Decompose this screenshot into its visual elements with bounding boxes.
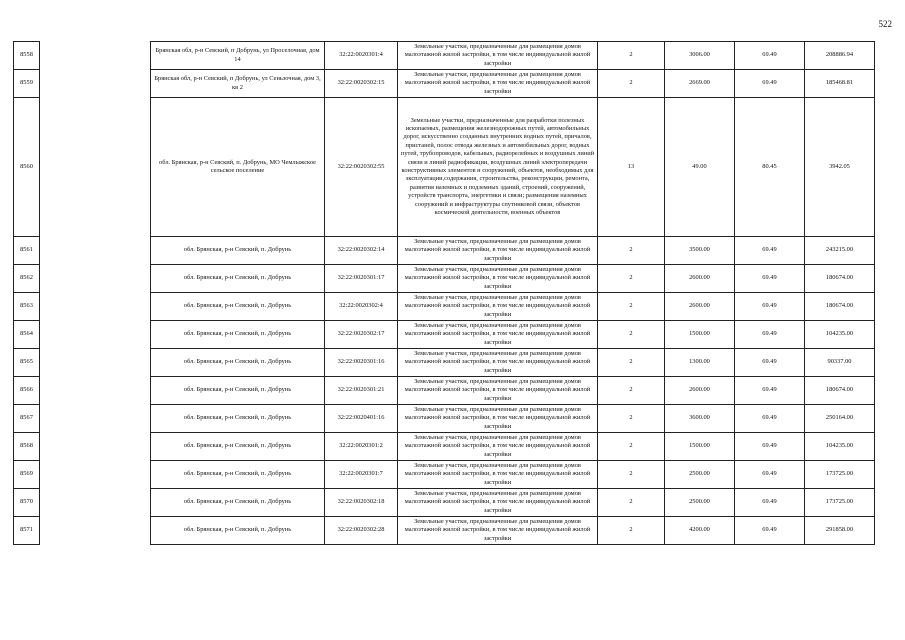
blank-column (40, 293, 151, 321)
row-category: 2 (598, 321, 665, 349)
row-cadastral-value: 90337.00 (805, 349, 875, 377)
cadastral-value-table (13, 41, 875, 545)
row-cadastral-value: 185468.81 (805, 70, 875, 98)
row-category: 2 (598, 70, 665, 98)
table-row (14, 293, 875, 321)
row-cadastral-value: 291858.00 (805, 517, 875, 545)
row-specific-value: 69.49 (735, 265, 805, 293)
row-address: обл. Брянская, р-н Севский, п. Добрунь (151, 293, 325, 321)
table-row (14, 489, 875, 517)
table-row (14, 237, 875, 265)
table-row (14, 98, 875, 237)
row-permitted-use: Земельные участки, предназначенные для размещения домов малоэтажной жилой застройки, в том числе индивидуальной жилой застройки (398, 70, 598, 98)
row-category: 2 (598, 293, 665, 321)
row-cadastral-value: 173725.00 (805, 489, 875, 517)
row-category: 2 (598, 265, 665, 293)
table-row (14, 405, 875, 433)
row-cadastral-number: 32:22:0020301:17 (325, 265, 398, 293)
blank-column (40, 517, 151, 545)
row-cadastral-number: 32:22:0020302:4 (325, 293, 398, 321)
row-category: 2 (598, 349, 665, 377)
row-category: 2 (598, 517, 665, 545)
row-specific-value: 69.49 (735, 517, 805, 545)
table-row (14, 265, 875, 293)
row-cadastral-value: 180674.00 (805, 293, 875, 321)
row-category: 2 (598, 433, 665, 461)
row-cadastral-number: 32:22:0020301:4 (325, 42, 398, 70)
blank-column (40, 489, 151, 517)
row-specific-value: 80.45 (735, 98, 805, 237)
row-number: 8564 (14, 321, 40, 349)
row-permitted-use: Земельные участки, предназначенные для размещения домов малоэтажной жилой застройки, в том числе индивидуальной жилой застройки (398, 349, 598, 377)
row-cadastral-number: 32:22:0020302:17 (325, 321, 398, 349)
row-cadastral-number: 32:22:0020302:18 (325, 489, 398, 517)
row-address: обл. Брянская, р-н Севский, п. Добрунь (151, 349, 325, 377)
row-address: Брянская обл, р-н Севский, п Добрунь, ул Сеньзочная, дом 3, кв 2 (151, 70, 325, 98)
row-area: 1500.00 (665, 321, 735, 349)
row-cadastral-number: 32:22:0020302:28 (325, 517, 398, 545)
row-specific-value: 69.49 (735, 433, 805, 461)
table-row (14, 70, 875, 98)
row-specific-value: 69.49 (735, 42, 805, 70)
blank-column (40, 377, 151, 405)
blank-column (40, 349, 151, 377)
row-address: обл. Брянская, р-н Севский, п. Добрунь (151, 321, 325, 349)
row-specific-value: 69.49 (735, 321, 805, 349)
row-cadastral-value: 104235.00 (805, 433, 875, 461)
row-permitted-use: Земельные участки, предназначенные для размещения домов малоэтажной жилой застройки, в том числе индивидуальной жилой застройки (398, 433, 598, 461)
blank-column (40, 433, 151, 461)
row-category: 2 (598, 237, 665, 265)
row-permitted-use: Земельные участки, предназначенные для размещения домов малоэтажной жилой застройки, в том числе индивидуальной жилой застройки (398, 461, 598, 489)
row-specific-value: 69.49 (735, 349, 805, 377)
row-permitted-use: Земельные участки, предназначенные для размещения домов малоэтажной жилой застройки, в том числе индивидуальной жилой застройки (398, 265, 598, 293)
blank-column (40, 98, 151, 237)
row-permitted-use: Земельные участки, предназначенные для размещения домов малоэтажной жилой застройки, в том числе индивидуальной жилой застройки (398, 237, 598, 265)
row-number: 8570 (14, 489, 40, 517)
row-area: 2669.00 (665, 70, 735, 98)
row-area: 2600.00 (665, 265, 735, 293)
row-area: 1300.00 (665, 349, 735, 377)
row-number: 8565 (14, 349, 40, 377)
table-row (14, 42, 875, 70)
row-address: обл. Брянская, р-н Севский, п. Добрунь (151, 377, 325, 405)
row-category: 2 (598, 42, 665, 70)
row-cadastral-value: 250164.00 (805, 405, 875, 433)
row-address: обл. Брянская, р-н Севский, п. Добрунь (151, 489, 325, 517)
row-specific-value: 69.49 (735, 461, 805, 489)
table-row (14, 321, 875, 349)
row-cadastral-number: 32:22:0020302:15 (325, 70, 398, 98)
row-specific-value: 69.49 (735, 70, 805, 98)
row-address: обл. Брянская, р-н Севский, п. Добрунь, МО Чемлыжское сельское поселение (151, 98, 325, 237)
row-number: 8558 (14, 42, 40, 70)
row-address: обл. Брянская, р-н Севский, п. Добрунь (151, 433, 325, 461)
row-number: 8567 (14, 405, 40, 433)
row-number: 8562 (14, 265, 40, 293)
row-cadastral-number: 32:22:0020301:16 (325, 349, 398, 377)
row-number: 8571 (14, 517, 40, 545)
row-specific-value: 69.49 (735, 405, 805, 433)
row-cadastral-value: 173725.00 (805, 461, 875, 489)
table-row (14, 349, 875, 377)
row-cadastral-number: 32:22:0020302:55 (325, 98, 398, 237)
table-body (14, 42, 875, 545)
row-permitted-use: Земельные участки, предназначенные для размещения домов малоэтажной жилой застройки, в том числе индивидуальной жилой застройки (398, 377, 598, 405)
row-address: обл. Брянская, р-н Севский, п. Добрунь (151, 265, 325, 293)
table-row (14, 377, 875, 405)
row-area: 49.00 (665, 98, 735, 237)
blank-column (40, 265, 151, 293)
blank-column (40, 70, 151, 98)
row-address: обл. Брянская, р-н Севский, п. Добрунь (151, 461, 325, 489)
row-category: 2 (598, 405, 665, 433)
row-permitted-use: Земельные участки, предназначенные для размещения домов малоэтажной жилой застройки, в том числе индивидуальной жилой застройки (398, 321, 598, 349)
row-number: 8569 (14, 461, 40, 489)
row-cadastral-number: 32:22:0020301:21 (325, 377, 398, 405)
row-cadastral-value: 104235.00 (805, 321, 875, 349)
row-specific-value: 69.49 (735, 237, 805, 265)
blank-column (40, 461, 151, 489)
row-cadastral-value: 3942.05 (805, 98, 875, 237)
row-area: 2500.00 (665, 461, 735, 489)
table-row (14, 433, 875, 461)
row-area: 2600.00 (665, 377, 735, 405)
row-number: 8566 (14, 377, 40, 405)
row-category: 2 (598, 377, 665, 405)
row-permitted-use: Земельные участки, предназначенные для разработки полезных ископаемых, размещения железнодорожных путей, автомобильных дорог, искусственно созданных внутренних водных путей, причалов, пристаней, полос отвода железных и автомобильных дорог, водных путей, трубопроводов, кабельных, радиорелейных и воздушных линий связи и линий радиофикации, воздушных линий электропередачи конструктивных элементов и сооружений, объектов, необходимых для эксплуатации,содержания, строительства, реконструкции, ремонта, развития наземных и подземных зданий, строений, сооружений, устройств транспорта, энергетики и связи; размещения наземных сооружений и инфраструктуры спутниковой связи, объектов космической деятельности, военных объектов (398, 98, 598, 237)
row-area: 3500.00 (665, 237, 735, 265)
table-row (14, 461, 875, 489)
row-permitted-use: Земельные участки, предназначенные для размещения домов малоэтажной жилой застройки, в том числе индивидуальной жилой застройки (398, 405, 598, 433)
row-cadastral-value: 180674.00 (805, 265, 875, 293)
row-number: 8568 (14, 433, 40, 461)
row-permitted-use: Земельные участки, предназначенные для размещения домов малоэтажной жилой застройки, в том числе индивидуальной жилой застройки (398, 517, 598, 545)
row-permitted-use: Земельные участки, предназначенные для размещения домов малоэтажной жилой застройки, в том числе индивидуальной жилой застройки (398, 42, 598, 70)
row-area: 1500.00 (665, 433, 735, 461)
row-cadastral-number: 32:22:0020301:2 (325, 433, 398, 461)
row-address: Брянская обл, р-н Севский, п Добрунь, ул Проселочная, дом 14 (151, 42, 325, 70)
row-area: 4200.00 (665, 517, 735, 545)
row-area: 2600.00 (665, 293, 735, 321)
row-number: 8559 (14, 70, 40, 98)
row-cadastral-number: 32:22:0020301:7 (325, 461, 398, 489)
row-number: 8561 (14, 237, 40, 265)
row-number: 8563 (14, 293, 40, 321)
blank-column (40, 321, 151, 349)
row-cadastral-value: 180674.00 (805, 377, 875, 405)
row-specific-value: 69.49 (735, 293, 805, 321)
blank-column (40, 405, 151, 433)
row-permitted-use: Земельные участки, предназначенные для размещения домов малоэтажной жилой застройки, в том числе индивидуальной жилой застройки (398, 293, 598, 321)
row-address: обл. Брянская, р-н Севский, п. Добрунь (151, 517, 325, 545)
row-cadastral-number: 32:22:0020302:14 (325, 237, 398, 265)
row-specific-value: 69.49 (735, 489, 805, 517)
row-address: обл. Брянская, р-н Севский, п. Добрунь (151, 237, 325, 265)
blank-column (40, 237, 151, 265)
row-area: 3600.00 (665, 405, 735, 433)
row-address: обл. Брянская, р-н Севский, п. Добрунь (151, 405, 325, 433)
row-cadastral-value: 208886.94 (805, 42, 875, 70)
row-number: 8560 (14, 98, 40, 237)
row-area: 2500.00 (665, 489, 735, 517)
page-number: 522 (878, 19, 892, 29)
row-permitted-use: Земельные участки, предназначенные для размещения домов малоэтажной жилой застройки, в том числе индивидуальной жилой застройки (398, 489, 598, 517)
row-category: 2 (598, 489, 665, 517)
row-area: 3006.00 (665, 42, 735, 70)
row-category: 2 (598, 461, 665, 489)
blank-column (40, 42, 151, 70)
table-row (14, 517, 875, 545)
row-cadastral-number: 32:22:0020401:16 (325, 405, 398, 433)
row-specific-value: 69.49 (735, 377, 805, 405)
row-category: 13 (598, 98, 665, 237)
row-cadastral-value: 243215.00 (805, 237, 875, 265)
